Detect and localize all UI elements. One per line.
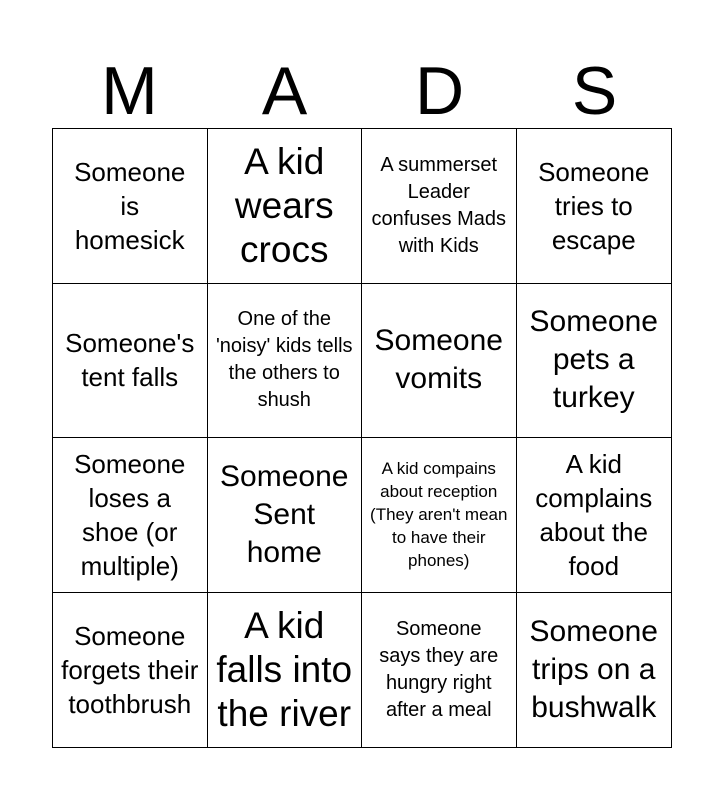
bingo-cell-4-3 [362, 593, 517, 748]
cell-text: Someone vomits [374, 324, 503, 396]
cell-text: A kid compains about reception (They aren't mean to have their phones) [370, 459, 508, 571]
bingo-cell-3-2 [208, 438, 363, 593]
cell-text: Someone trips on a bushwalk [529, 614, 658, 724]
cell-text: Someone Sent home [220, 459, 349, 569]
bingo-cell-4-2 [208, 593, 363, 748]
cell-text: One of the 'noisy' kids tells the others to shush [215, 308, 353, 412]
bingo-cell-3-3 [362, 438, 517, 593]
bingo-cell-2-2 [208, 284, 363, 439]
bingo-cell-4-4 [517, 593, 672, 748]
cell-text: A kid complains about the food [535, 448, 653, 581]
bingo-cell-3-1 [53, 438, 208, 593]
cell-text: A kid falls into the river [216, 604, 353, 734]
header-letter-a: A [261, 53, 308, 129]
bingo-cell-2-1 [53, 284, 208, 439]
cell-text: A kid wears crocs [234, 140, 334, 270]
bingo-cell-1-3 [362, 129, 517, 284]
bingo-cell-1-1 [53, 129, 208, 284]
cell-text: A summerset Leader confuses Mads with Kids [371, 153, 506, 257]
cell-text: Someone forgets their toothbrush [61, 620, 199, 719]
bingo-card [52, 128, 672, 748]
header-letter-s: S [571, 53, 618, 129]
bingo-cell-4-1 [53, 593, 208, 748]
cell-text: Someone tries to escape [538, 156, 650, 255]
cell-text: Someone's tent falls [65, 328, 195, 393]
bingo-cell-3-4 [517, 438, 672, 593]
cell-text: Someone pets a turkey [529, 305, 658, 415]
bingo-header [52, 53, 672, 129]
cell-text: Someone says they are hungry right after a meal [379, 617, 499, 721]
header-letter-d: D [414, 53, 465, 129]
header-letter-m: M [101, 53, 158, 129]
bingo-cell-2-3 [362, 284, 517, 439]
cell-text: Someone is homesick [74, 156, 186, 255]
bingo-cell-2-4 [517, 284, 672, 439]
bingo-cell-1-4 [517, 129, 672, 284]
bingo-cell-1-2 [208, 129, 363, 284]
cell-text: Someone loses a shoe (or multiple) [74, 448, 186, 581]
